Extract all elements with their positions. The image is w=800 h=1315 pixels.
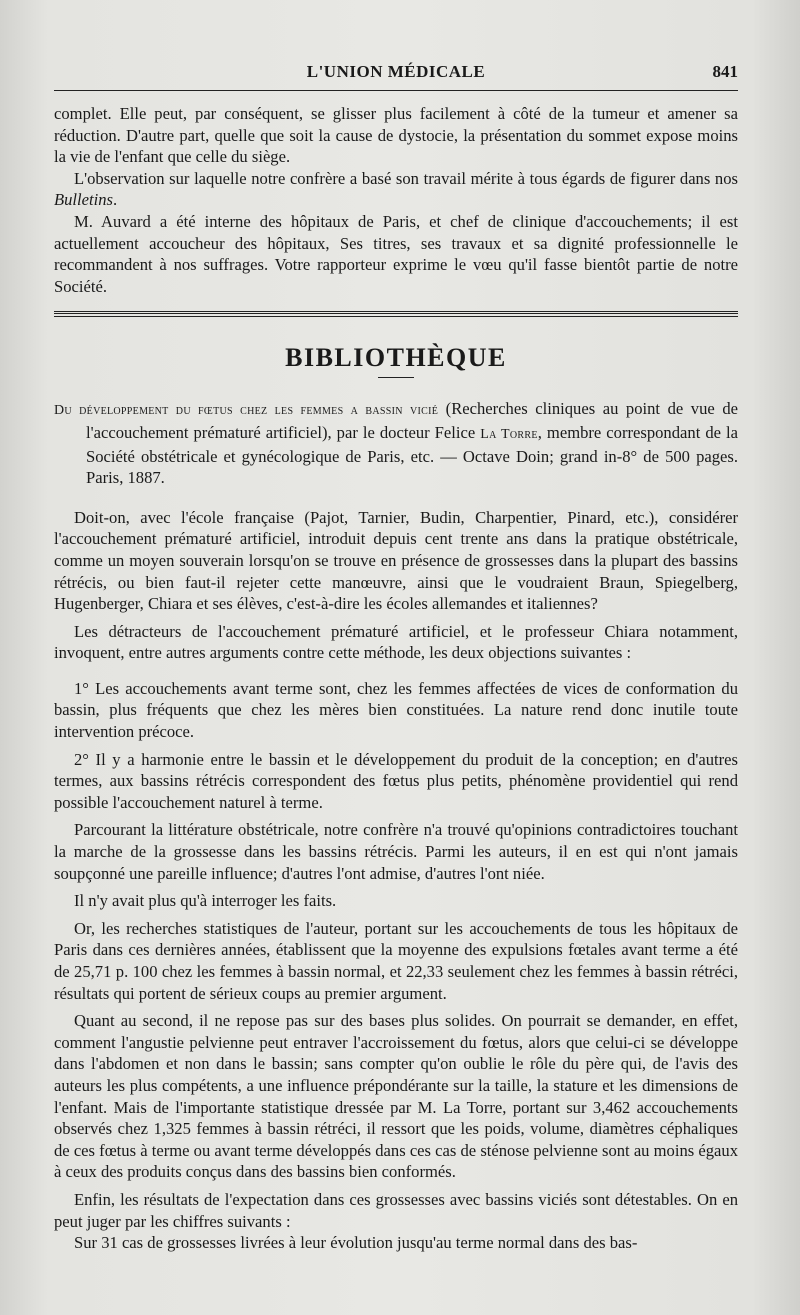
body-paragraph: 1° Les accouchements avant terme sont, chez les femmes affectées de vices de conformation du bassin, plus fréquents que chez les mères bien constituées. La nature rend donc inutile toute intervention précoce. [54, 678, 738, 742]
bibliography-entry [54, 398, 738, 488]
intro-paragraph-2-end: . [113, 190, 118, 210]
body-paragraph: 2° Il y a harmonie entre le bassin et le développement du produit de la conception; en d'autres termes, aux bassins rétrécis correspondent des fœtus plus petits, phénomène providentiel qui rend possible l'accouchement naturel à terme. [54, 749, 738, 812]
intro-paragraph-2-text: L'observation sur laquelle notre confrère a basé son travail mérite à tous égards de figurer dans nos [74, 168, 738, 188]
body-paragraph: Parcourant la littérature obstétricale, notre confrère n'a trouvé qu'opinions contradictoires touchant la marche de la grossesse dans les bassins rétrécis. Parmi les auteurs, il en est qui n'ont jamais soupçonné une pareille influence; d'autres l'ont admise, d'autres l'ont niée. [54, 820, 738, 883]
running-title: L'UNION MÉDICALE [306, 62, 486, 81]
book-description: (Recherches cliniques au point de vue de l'accouchement prématuré artificiel), par le docteur Felice [86, 399, 738, 442]
body-paragraph: Les détracteurs de l'accouchement prématuré artificiel, et le professeur Chiara notamment, invoquent, entre autres arguments contre cette méthode, les deux objections suivantes : [54, 621, 738, 663]
body-paragraph: Il n'y avait plus qu'à interroger les faits. [74, 891, 337, 911]
body-paragraph: Quant au second, il ne repose pas sur des bases plus solides. On pourrait se demander, en effet, comment l'angustie pelvienne peut entraver l'accroissement du fœtus, alors que celui-ci se développe dans l'abdomen et non dans le bassin; sans compter qu'on oublie le rôle du père qui, de l'avis des auteurs les plus compétents, a une influence prépondérante sur la taille, la stature et les dimensions de l'enfant. Mais de l'importante statistique dressée par M. La Torre, portant sur 3,462 accouchements observés chez 1,325 femmes à bassin rétréci, il ressort que les poids, volume, diamètres céphaliques de ces fœtus à terme ou avant terme développés dans ces cas de sténose pelvienne sont au moins égaux à ceux des produits conçus dans des bassins bien conformés. [54, 1011, 738, 1182]
section-title-rule [378, 377, 414, 378]
page-number: 841 [712, 62, 738, 81]
body-paragraph: Enfin, les résultats de l'expectation dans ces grossesses avec bassins viciés sont détestables. On en peut juger par les chiffres suivants : [54, 1189, 738, 1231]
body-paragraph: Or, les recherches statistiques de l'auteur, portant sur les accouchements de tous les hôpitaux de Paris dans ces dernières années, établissent que la moyenne des expulsions fœtales avant terme a été de 25,71 p. 100 chez les femmes à bassin normal, et 22,33 seulement chez les femmes à bassin rétréci, résultats qui portent de sérieux coups au premier argument. [54, 918, 738, 1003]
section-title: BIBLIOTHÈQUE [285, 343, 507, 373]
body-paragraph: Sur 31 cas de grossesses livrées à leur évolution jusqu'au terme normal dans des bas- [74, 1233, 638, 1253]
book-title: Du développement du fœtus chez les femmes a bassin vicié [54, 403, 439, 419]
header-rule [54, 90, 738, 91]
book-publication: , membre correspondant de la Société obstétricale et gynécologique de Paris, etc. — Octave Doin; grand in-8° de 500 pages. Paris, 1887. [86, 422, 738, 488]
bulletins-title: Bulletins [54, 190, 113, 210]
body-paragraph: Doit-on, avec l'école française (Pajot, Tarnier, Budin, Charpentier, Pinard, etc.), considérer l'accouchement prématuré artificiel, introduit depuis cent trente ans dans la pratique obstétricale, comme un moyen souverain lorsqu'on se trouve en présence de grossesses dans la plupart des bassins rétrécis, ou bien faut-il rejeter cette manœuvre, ainsi que le voudraient Braun, Spiegelberg, Hugenberger, Chiara et ses élèves, c'est-à-dire les écoles allemandes et italiennes? [54, 507, 738, 614]
section-divider [54, 311, 738, 317]
page-content [54, 56, 738, 1254]
page-header [54, 56, 738, 90]
intro-paragraph-3: M. Auvard a été interne des hôpitaux de Paris, et chef de clinique d'accouchements; il est actuellement accoucheur des hôpitaux, Ses titres, ses travaux et sa dignité professionnelle le recommandent à nos suffrages. Votre rapporteur exprime le vœu qu'il fasse bientôt partie de notre Société. [54, 211, 738, 296]
intro-paragraph-2 [54, 168, 738, 211]
book-author: La Torre [480, 426, 538, 442]
intro-paragraph-1: complet. Elle peut, par conséquent, se glisser plus facilement à côté de la tumeur et amener sa réduction. D'autre part, quelle que soit la cause de dystocie, la présentation du sommet expose moins la vie de l'enfant que celle du siège. [54, 104, 738, 167]
